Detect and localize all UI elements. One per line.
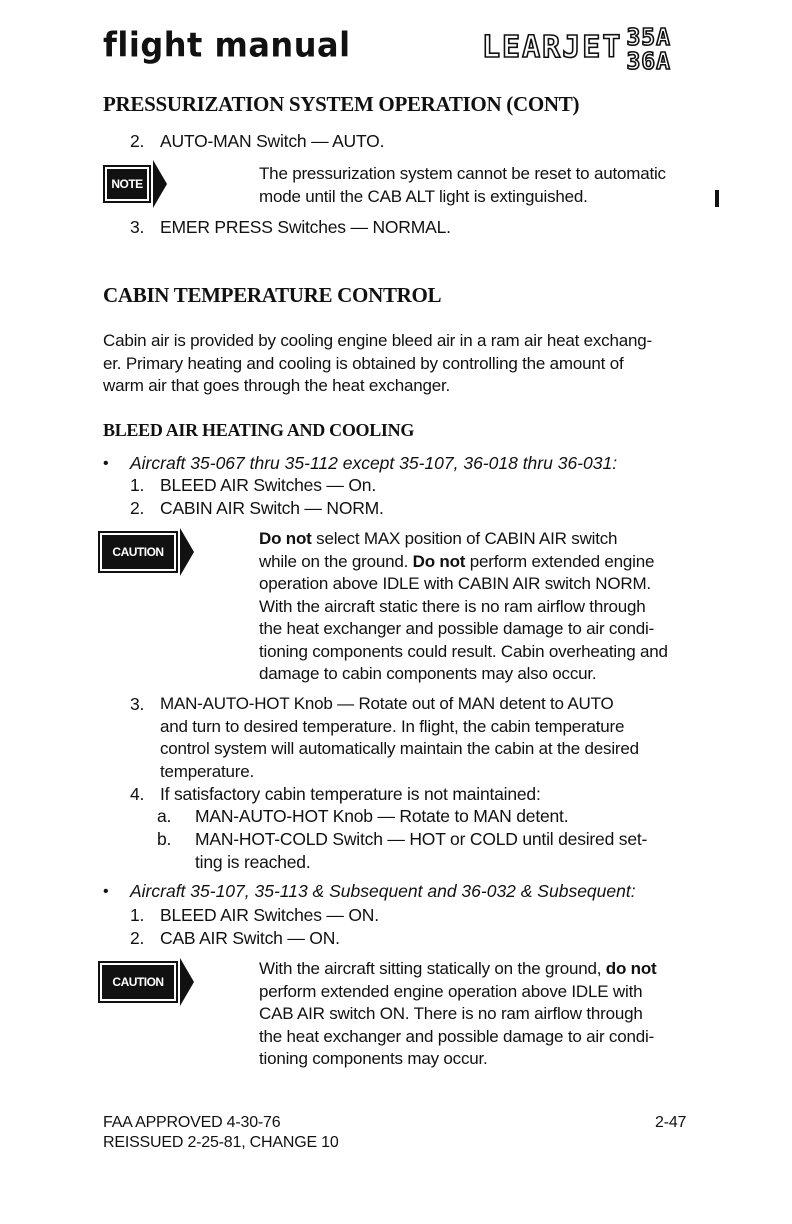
caution-line: With the aircraft static there is no ram airflow through [259,596,646,616]
section-heading-cabin-temp: CABIN TEMPERATURE CONTROL [103,283,442,307]
intro-paragraph [103,330,697,398]
step-man-auto-hot-text [160,693,697,783]
step-auto-man [130,130,384,153]
caution-arrow-icon [180,528,194,576]
step-text: BLEED AIR Switches — ON. [160,905,379,925]
substep-line: MAN-HOT-COLD Switch — HOT or COLD until desired set- [195,829,648,849]
substep-b [157,828,195,851]
step-text: EMER PRESS Switches — NORMAL. [160,217,451,237]
step-text: If satisfactory cabin temperature is not maintained: [160,784,541,804]
aircraft-group-a-title: Aircraft 35-067 thru 35-112 except 35-107, 36-018 thru 36-031: [130,453,618,473]
step-text: CABIN AIR Switch — NORM. [160,498,384,518]
caution-line-text: perform extended engine [465,551,655,571]
step-bleed-air [130,474,376,497]
substep-b-text [195,828,697,873]
intro-line: warm air that goes through the heat exchanger. [103,376,451,395]
step-line: and turn to desired temperature. In flight, the cabin temperature [160,716,625,736]
caution-line [259,958,697,981]
caution-emphasis: Do not [259,529,312,548]
caution-line-text: With the aircraft sitting statically on the ground, [259,959,606,978]
caution-badge-label: CAUTION [98,531,178,573]
caution-line: the heat exchanger and possible damage to air condi- [259,1026,655,1046]
caution-text [259,528,697,686]
manual-title: flight manual [103,25,351,65]
caution-arrow-icon [180,958,194,1006]
footer-approval [103,1113,339,1153]
note-line: mode until the CAB ALT light is extinguished. [259,186,588,206]
caution-line: tioning components may occur. [259,1049,488,1068]
step-text: BLEED AIR Switches — On. [160,475,376,495]
substep-letter: b. [157,829,172,849]
substep-a [157,805,568,828]
caution-line: perform extended engine operation above IDLE with [259,981,643,1001]
step-number: 4. [130,784,145,804]
caution-line-text: while on the ground. [259,551,413,571]
intro-line: Cabin air is provided by cooling engine bleed air in a ram air heat exchang- [103,331,652,350]
step-line: control system will automatically maintain the cabin at the desired [160,739,639,758]
step-number: 1. [130,905,145,925]
step-number: 1. [130,475,145,495]
note-badge [103,160,167,208]
caution-line-text: select MAX position of CABIN AIR switch [311,529,618,548]
footer-approved-date: FAA APPROVED 4-30-76 [103,1114,281,1131]
caution-badge [98,528,194,576]
caution-line: the heat exchanger and possible damage to air condi- [259,619,655,638]
step-number: 2. [130,498,145,518]
intro-line: er. Primary heating and cooling is obtained by controlling the amount of [103,353,624,373]
subsection-heading-bleed-air: BLEED AIR HEATING AND COOLING [103,420,415,440]
caution-badge-label: CAUTION [98,961,178,1003]
step-text: CAB AIR Switch — ON. [160,928,340,948]
substep-line: ting is reached. [195,851,311,872]
caution-line [259,528,697,551]
note-badge-label: NOTE [103,165,151,203]
footer-reissued: REISSUED 2-25-81, CHANGE 10 [103,1134,339,1151]
caution-line: operation above IDLE with CABIN AIR switch NORM. [259,574,651,593]
substep-text: MAN-AUTO-HOT Knob — Rotate to MAN detent. [195,806,569,826]
step-cab-air-on [130,927,340,950]
substep-letter: a. [157,806,172,826]
change-bar [715,190,719,207]
note-arrow-icon [153,160,167,208]
step-emer-press [130,216,451,239]
aircraft-group-b-title: Aircraft 35-107, 35-113 & Subsequent and 36-032 & Subsequent: [130,881,636,901]
logo-word: LEARJET [482,30,623,65]
logo-models [626,26,671,74]
step-cabin-air [130,497,384,520]
caution-emphasis: do not [605,959,657,978]
caution-emphasis: Do not [412,551,466,571]
caution-line: tioning components could result. Cabin overheating and [259,641,668,661]
step-text: AUTO-MAN Switch — AUTO. [160,131,385,151]
bullet: • [103,883,109,900]
step-bleed-air-on [130,904,379,927]
step-man-auto-hot [130,693,160,716]
note-line: The pressurization system cannot be reset to automatic [259,164,666,183]
page-number: 2-47 [655,1114,687,1131]
step-number: 3. [130,694,145,714]
caution-badge [98,958,194,1006]
step-number: 2. [130,131,145,151]
caution-line [259,551,697,574]
step-line: temperature. [160,761,254,781]
section-heading-pressurization: PRESSURIZATION SYSTEM OPERATION (CONT) [103,92,580,116]
logo-model-36a: 36A [626,49,671,75]
caution-line: CAB AIR switch ON. There is no ram airflow through [259,1004,643,1023]
step-not-maintained [130,783,541,806]
caution-text [259,958,697,1071]
note-text [259,163,666,208]
learjet-logo [482,22,671,74]
caution-line: damage to cabin components may also occur. [259,664,597,683]
bullet: • [103,455,109,472]
step-line: MAN-AUTO-HOT Knob — Rotate out of MAN detent to AUTO [160,694,614,713]
logo-model-35a: 35A [626,25,671,51]
step-number: 3. [130,217,145,237]
step-number: 2. [130,928,145,948]
